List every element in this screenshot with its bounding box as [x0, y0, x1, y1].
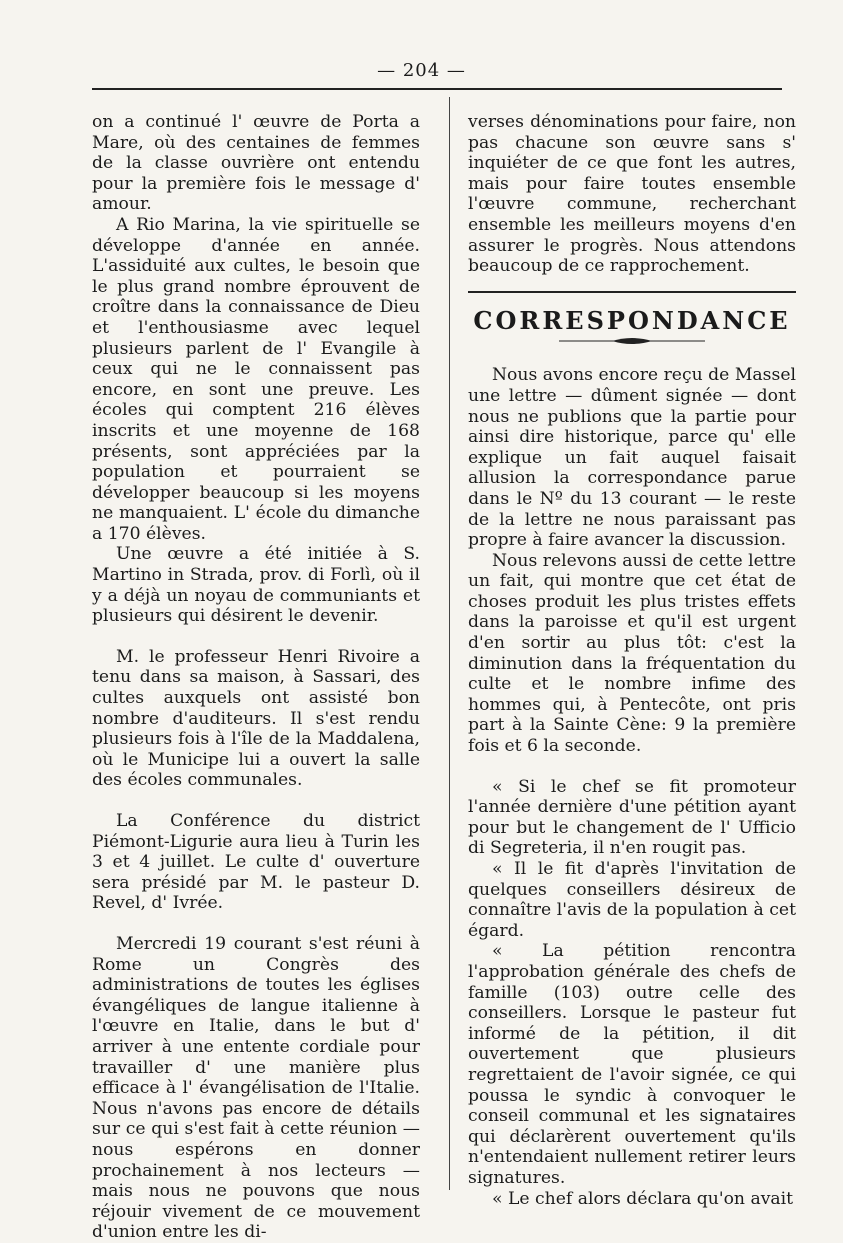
paragraph-continuation: verses dénominations pour faire, non pas chacune son œuvre sans s' inquiéter de ce que font les autres, mais pour faire toutes ensemble l'œuvre commune, recherchant ensemble les meilleurs moyens d'en assurer le progrès. Nous attendons beaucoup de ce rapprochement. — [468, 112, 796, 277]
paragraph-rio-marina: A Rio Marina, la vie spirituelle se développe d'année en année. L'assiduité aux cultes, le besoin que le plus grand nombre éprouvent de croître dans la connaissance de Dieu et l'enthousiasme avec lequel plusieurs parlent de l' Evangile à ceux qui ne le connaissent pas encore, en sont une preuve. Les écoles qui comptent 216 élèves inscrits et une moyenne de 168 présents, sont appréciées par la population et pourraient se développer beaucoup si les moyens ne manquaient. L' école du dimanche a 170 élèves. — [92, 214, 420, 544]
paragraph-rivoire: M. le professeur Henri Rivoire a tenu dans sa maison, à Sassari, des cultes auxquels ont assisté bon nombre d'auditeurs. Il s'est rendu plusieurs fois à l'île de la Maddalena, où le Municipe lui a ouvert la salle des écoles communales. — [92, 646, 420, 791]
left-column — [92, 112, 420, 1243]
paragraph-san-martino: Une œuvre a été initiée à S. Martino in Strada, prov. di Forlì, où il y a déjà un noyau de communiants et plusieurs qui désirent le devenir. — [92, 544, 420, 627]
paragraph-porta-a-mare: on a continué l' œuvre de Porta a Mare, où des centaines de femmes de la classe ouvrière ont entendu pour la première fois le message d' amour. — [92, 112, 420, 215]
spacer — [92, 627, 420, 647]
spacer — [92, 914, 420, 934]
quote-petition-origin: « Si le chef se fit promoteur l'année dernière d'une pétition ayant pour but le changement de l' Ufficio di Segreteria, il n'en rougit pas. — [468, 776, 796, 859]
right-column — [468, 112, 796, 1209]
quote-invitation: « Il le fit d'après l'invitation de quelques conseillers désireux de connaître l'avis de la population à cet égard. — [468, 859, 796, 941]
column-divider — [449, 97, 450, 1190]
section-title: CORRESPONDANCE — [473, 305, 791, 335]
paragraph-conference: La Conférence du district Piémont-Ligurie aura lieu à Turin les 3 et 4 juillet. Le culte d' ouverture sera présidé par M. le pasteur D. Revel, d' Ivrée. — [92, 811, 420, 914]
spacer — [92, 791, 420, 811]
spacer — [468, 757, 796, 777]
section-rule — [468, 291, 796, 293]
page-number: — 204 — — [377, 60, 466, 81]
quote-approbation: « La pétition rencontra l'approbation générale des chefs de famille (103) outre celle des conseillers. Lorsque le pasteur fut informé de la pétition, il dit ouvertement que plusieurs regrettaient de l'avoir signée, ce qui poussa le syndic à convoquer le conseil communal et les signataires qui déclarèrent ouvertement qu'ils n'entendaient nullement retirer leurs signatures. — [468, 941, 796, 1188]
paragraph-effects: Nous relevons aussi de cette lettre un fait, qui montre que cet état de choses produit les plus tristes effets dans la paroisse et qu'il est urgent d'en sortir au plus tôt: c'est la diminution dans la fréquentation du culte et le nombre infime des hommes qui, à Pentecôte, ont pris part à la Sainte Cène: 9 la première fois et 6 la seconde. — [468, 550, 796, 757]
paragraph-massel-letter: Nous avons encore reçu de Massel une lettre — dûment signée — dont nous ne publions que la partie pour ainsi dire historique, parce qu' elle explique un fait auquel faisait allusion la correspondance parue dans le Nº du 13 courant — le reste de la lettre ne nous paraissant pas propre à faire avancer la discussion. — [468, 365, 796, 551]
header-rule — [92, 88, 782, 90]
paragraph-congres: Mercredi 19 courant s'est réuni à Rome un Congrès des administrations de toutes les églises évangéliques de langue italienne à l'œuvre en Italie, dans le but d' arriver à une entente cordiale pour travailler d' une manière plus efficace à l' évangélisation de l'Italie. Nous n'avons pas encore de détails sur ce qui s'est fait à cette réunion — nous espérons en donner prochainement à nos lecteurs — mais nous ne pouvons que nous réjouir vivement de ce mouvement d'union entre les di- — [92, 933, 420, 1243]
ornament-divider-icon — [557, 335, 707, 347]
quote-chef-declared: « Le chef alors déclara qu'on avait — [492, 1188, 794, 1209]
